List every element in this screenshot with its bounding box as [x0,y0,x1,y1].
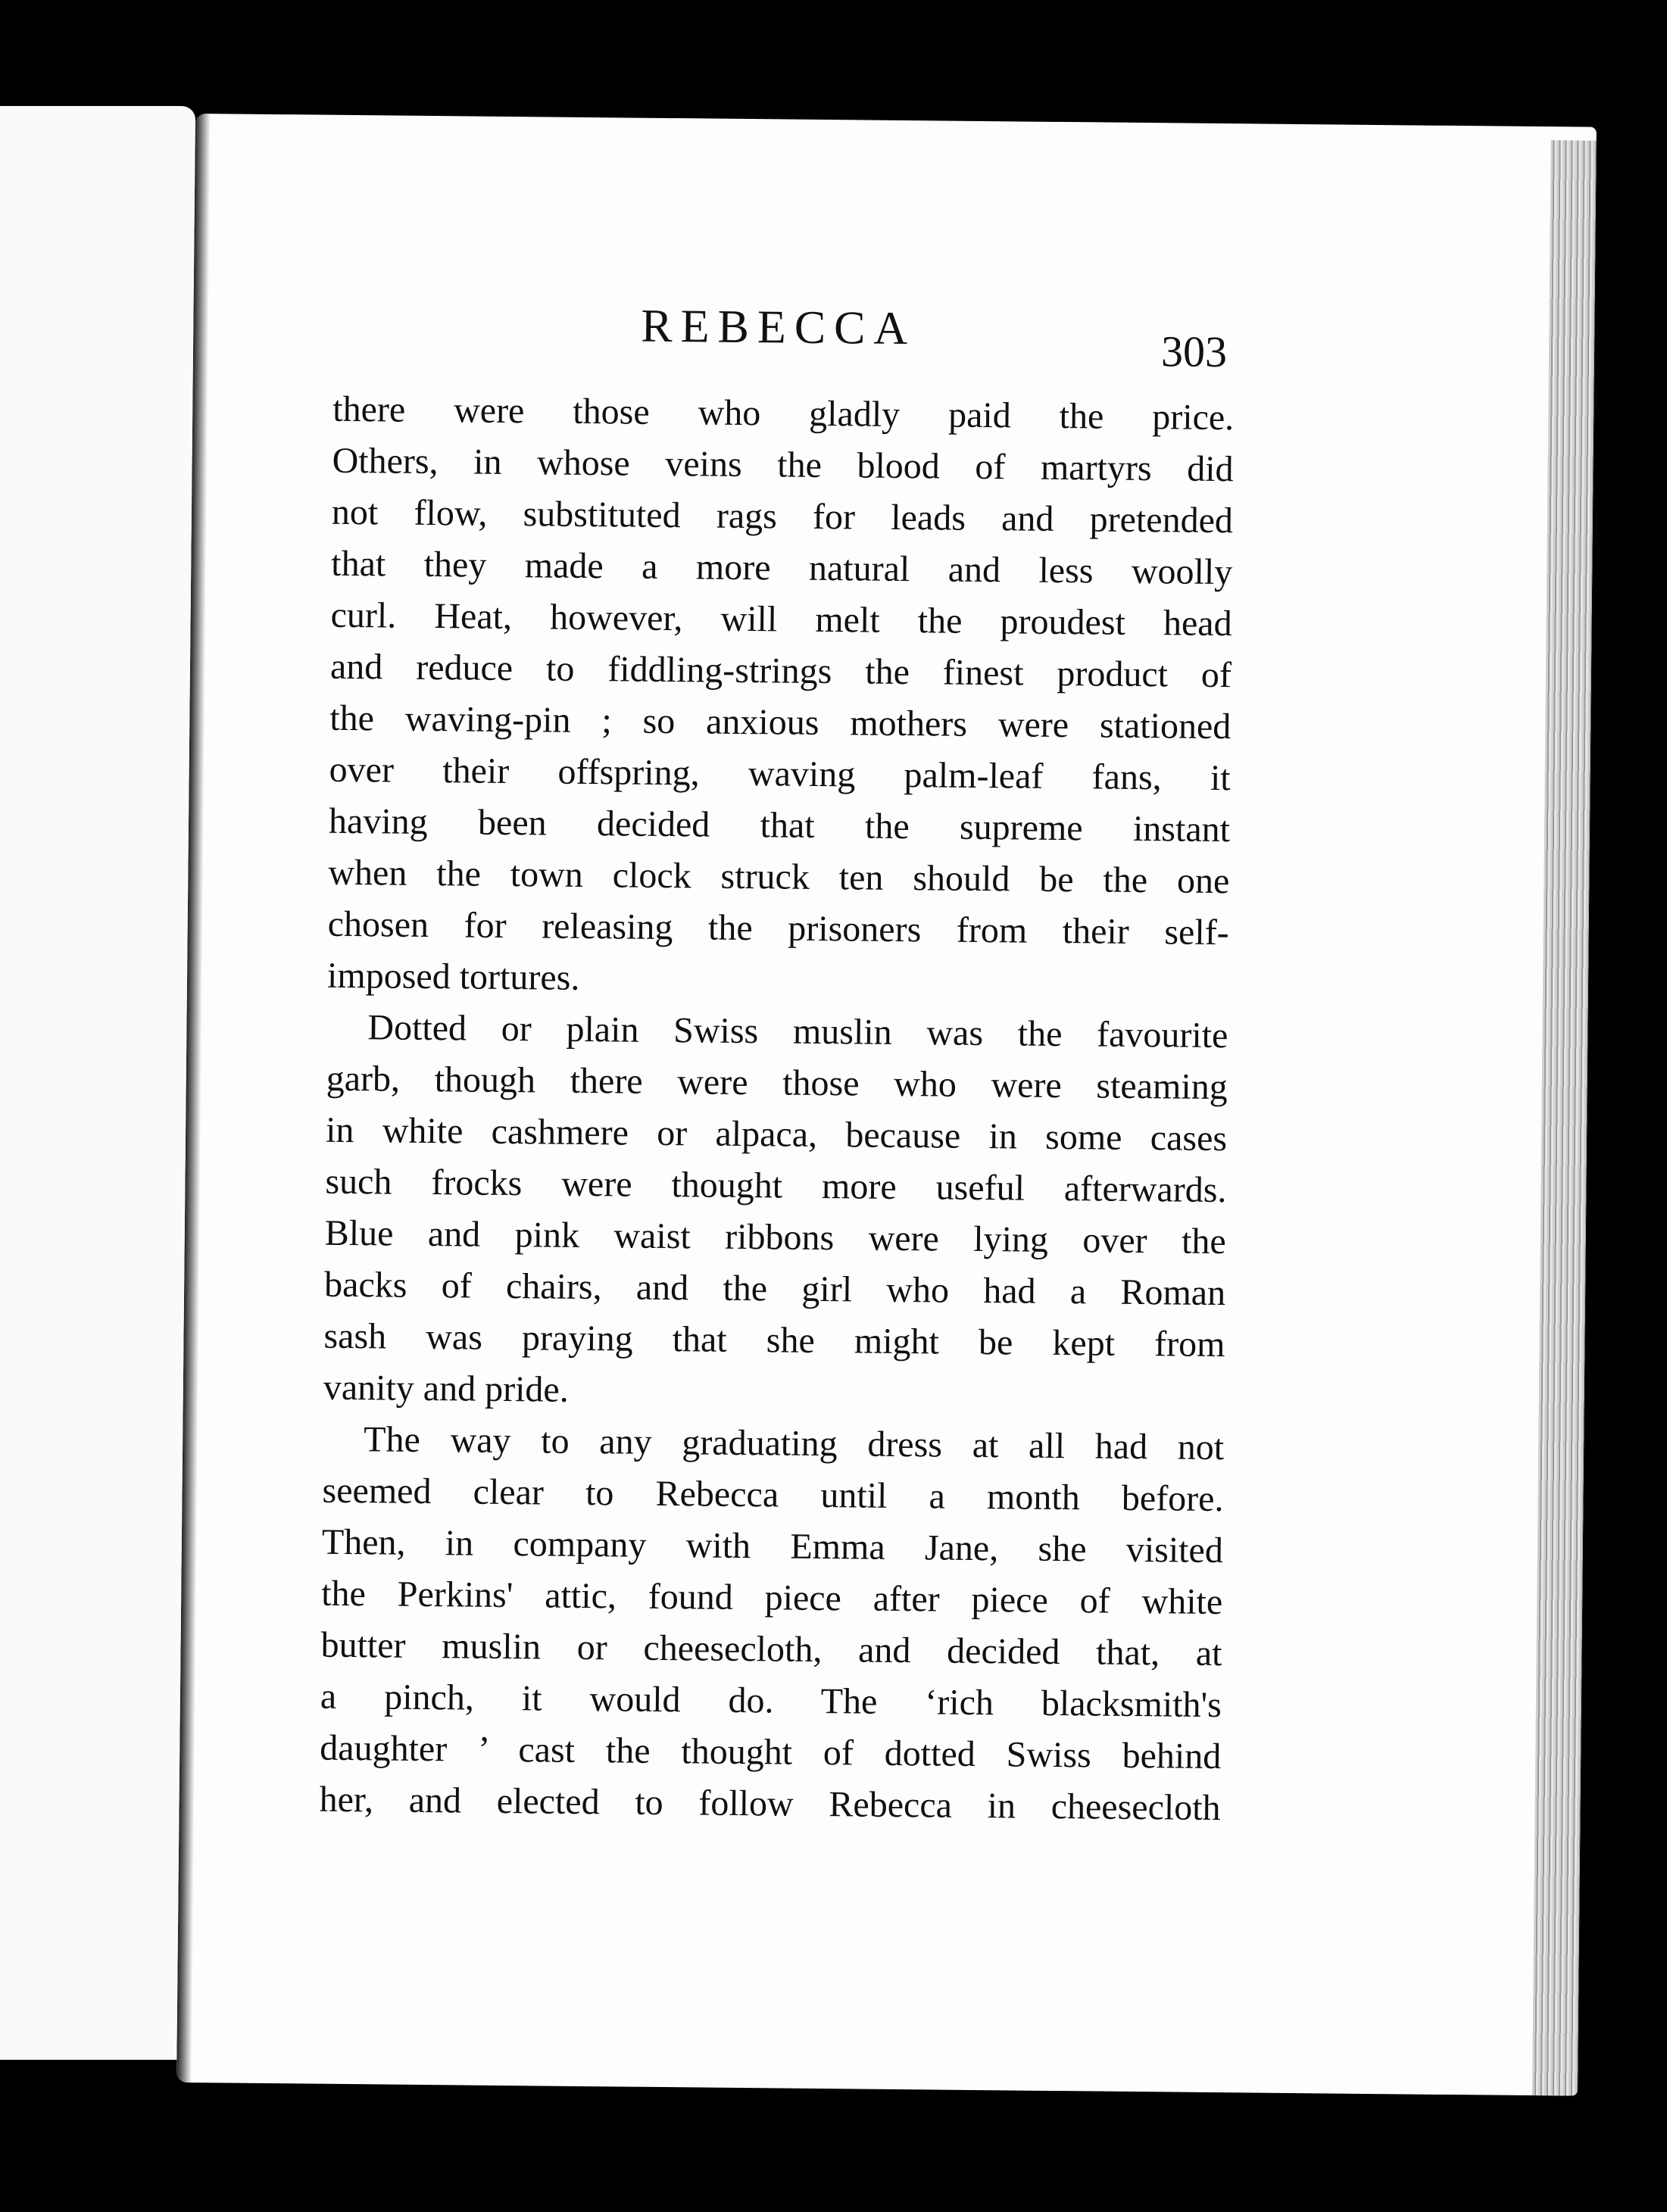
running-head: REBECCA [641,300,916,355]
previous-page-fragment [144,799,195,834]
text-line: garb, though there were those who were steaming [326,1058,1228,1108]
text-line: such frocks were thought more useful afterwards. [325,1161,1227,1211]
text-line: not flow, substituted rags for leads and pretended [331,491,1234,541]
text-line: Dotted or plain Swiss muslin was the favourite [367,1007,1228,1056]
text-line: butter muslin or cheesecloth, and decided that, at [320,1624,1222,1674]
previous-page-fragment [144,747,195,782]
text-line: when the town clock struck ten should be the one [328,852,1230,902]
text-line: a pinch, it would do. The ‘rich blacksmith's [320,1676,1222,1726]
previous-page [0,106,195,2060]
text-line: there were those who gladly paid the price. [332,388,1235,438]
previous-page-fragment [144,488,195,523]
paragraph [323,1002,1228,1422]
text-line: having been decided that the supreme instant [328,800,1231,850]
previous-page-fragment [144,540,195,575]
paragraph [327,384,1235,1010]
text-line: the Perkins' attic, found piece after piece of white [320,1573,1223,1623]
text-line: chosen for releasing the prisoners from their self- [327,903,1229,953]
text-line: Blue and pink waist ribbons were lying over the [324,1212,1227,1262]
previous-page-fragment [144,384,195,419]
text-line: over their offspring, waving palm-leaf fans, it [329,749,1231,799]
previous-page-fragment [144,280,195,315]
text-line: and reduce to fiddling-strings the finest product of [329,646,1232,696]
text-line: The way to any graduating dress at all had not [363,1419,1225,1468]
current-page [176,114,1597,2096]
previous-page-fragment [144,644,195,679]
previous-page-fragment [144,591,195,626]
text-line: curl. Heat, however, will melt the proudest head [330,594,1232,644]
text-line: in white cashmere or alpaca, because in some cases [325,1109,1228,1159]
text-line: sash was praying that she might be kept from [323,1315,1225,1365]
text-line: imposed tortures. [326,955,580,998]
previous-page-fragment [144,332,195,367]
paragraph [319,1414,1224,1834]
page-number: 303 [1160,326,1228,377]
text-line: her, and elected to follow Rebecca in cheesecloth [319,1779,1221,1829]
text-line: daughter ’ cast the thought of dotted Swiss behind [320,1727,1222,1777]
previous-page-fragment [144,695,195,730]
body-text [319,384,1234,1834]
text-line: Others, in whose veins the blood of martyrs did [332,440,1234,490]
text-line: that they made a more natural and less woolly [331,543,1233,593]
page-edges [1532,140,1597,2095]
text-line: the waving-pin ; so anxious mothers were stationed [329,697,1232,747]
text-line: vanity and pride. [323,1367,570,1410]
previous-page-fragment [144,436,195,471]
text-line: Then, in company with Emma Jane, she visited [321,1521,1224,1571]
text-line: seemed clear to Rebecca until a month before. [322,1470,1224,1520]
text-line: backs of chairs, and the girl who had a Roman [323,1264,1226,1314]
